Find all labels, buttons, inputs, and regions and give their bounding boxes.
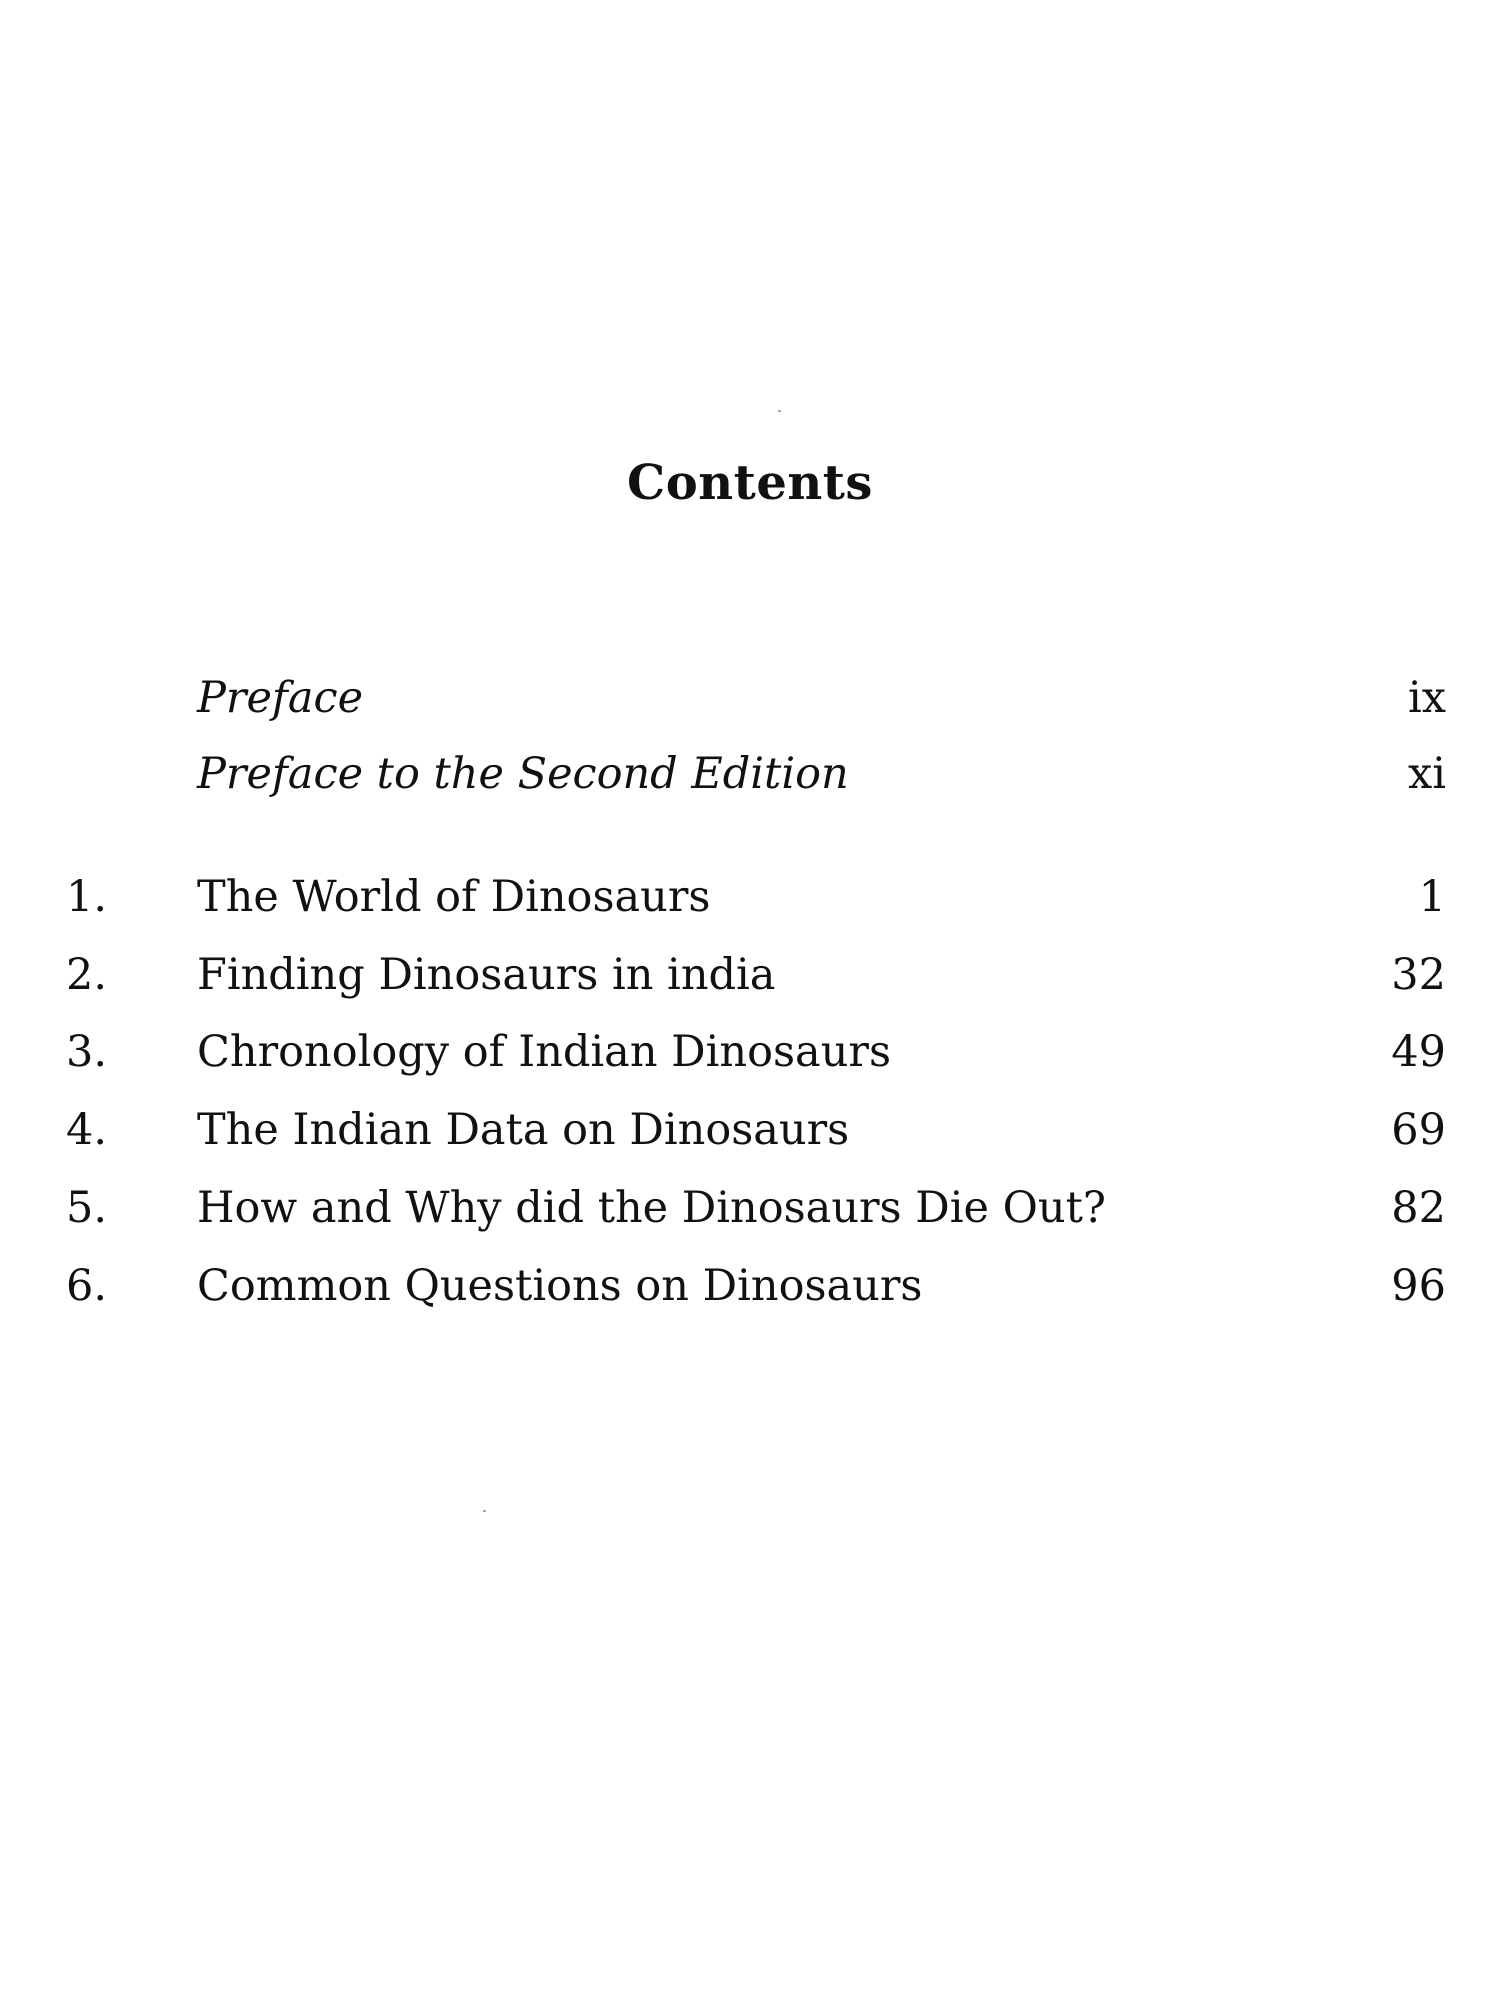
toc-entry-chapter-4[interactable] xyxy=(0,1100,1500,1160)
chapter-number: 3. xyxy=(66,1027,108,1077)
toc-entry-label: Preface to the Second Edition xyxy=(197,749,849,799)
chapter-number: 1. xyxy=(66,872,108,922)
chapter-title: Common Questions on Dinosaurs xyxy=(197,1261,923,1311)
toc-entry-preface[interactable] xyxy=(0,668,1500,728)
toc-entry-chapter-5[interactable] xyxy=(0,1178,1500,1238)
toc-page-number: 49 xyxy=(1391,1027,1446,1077)
chapter-title: How and Why did the Dinosaurs Die Out? xyxy=(197,1183,1106,1233)
chapter-number: 2. xyxy=(66,950,108,1000)
chapter-title: The Indian Data on Dinosaurs xyxy=(197,1105,850,1155)
chapter-number: 6. xyxy=(66,1261,108,1311)
chapter-number: 4. xyxy=(66,1105,108,1155)
toc-entry-chapter-3[interactable] xyxy=(0,1022,1500,1082)
chapter-title: Finding Dinosaurs in india xyxy=(197,950,776,1000)
dust-speck xyxy=(778,410,781,412)
contents-heading: Contents xyxy=(627,455,873,511)
toc-entry-chapter-2[interactable] xyxy=(0,945,1500,1005)
toc-entry-preface-second-edition[interactable] xyxy=(0,744,1500,804)
toc-page-number: 32 xyxy=(1391,950,1446,1000)
chapter-title: The World of Dinosaurs xyxy=(197,872,711,922)
toc-page-number: 69 xyxy=(1391,1105,1446,1155)
toc-entry-label: Preface xyxy=(197,673,364,723)
toc-page-number: 1 xyxy=(1418,872,1446,922)
toc-page-number: ix xyxy=(1407,673,1446,723)
toc-page-number: 96 xyxy=(1391,1261,1446,1311)
toc-page-number: 82 xyxy=(1391,1183,1446,1233)
chapter-number: 5. xyxy=(66,1183,108,1233)
toc-page-number: xi xyxy=(1407,749,1446,799)
chapter-title: Chronology of Indian Dinosaurs xyxy=(197,1027,892,1077)
dust-speck xyxy=(483,1510,486,1512)
toc-entry-chapter-6[interactable] xyxy=(0,1256,1500,1316)
toc-entry-chapter-1[interactable] xyxy=(0,867,1500,927)
